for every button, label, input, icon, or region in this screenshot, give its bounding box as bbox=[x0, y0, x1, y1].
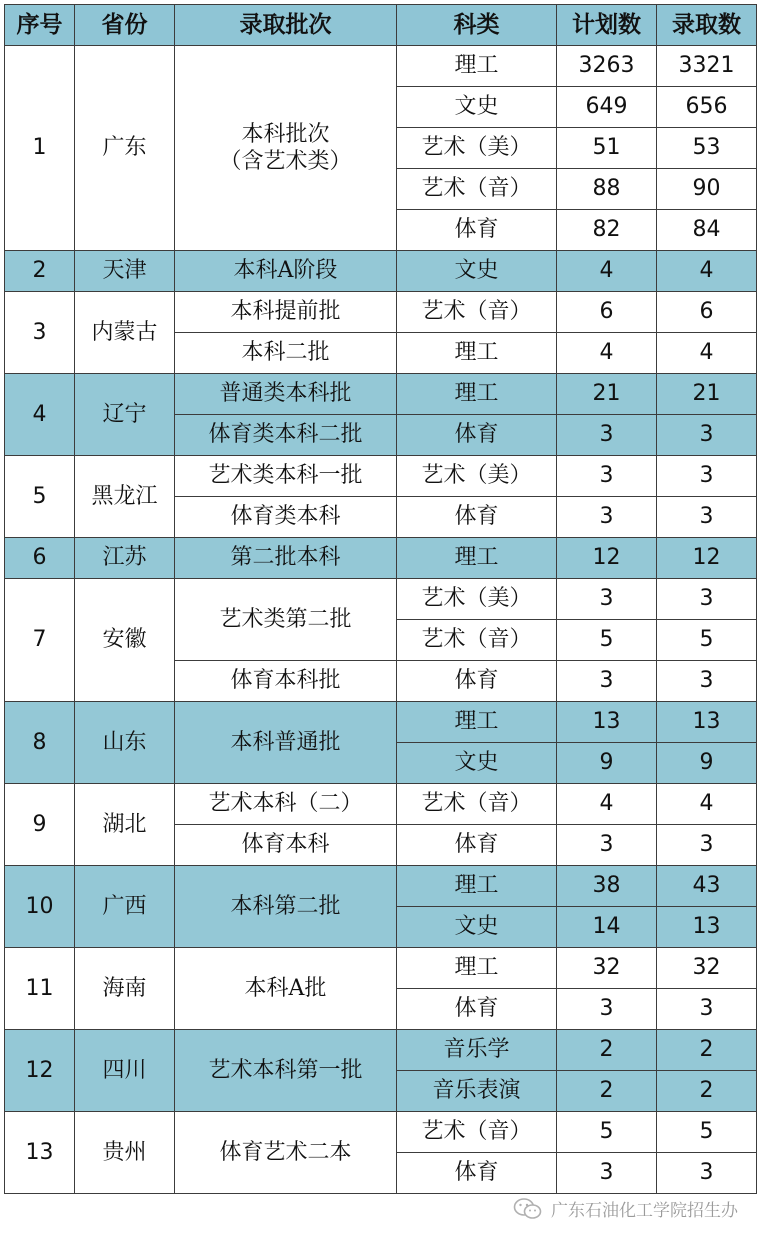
category-cell: 体育 bbox=[397, 415, 557, 456]
batch-label: 体育类本科 bbox=[230, 504, 341, 530]
admitted-count-cell: 4 bbox=[657, 784, 757, 825]
category-cell: 文史 bbox=[397, 87, 557, 128]
category-cell: 理工 bbox=[397, 948, 557, 989]
category-cell: 体育 bbox=[397, 989, 557, 1030]
province-group bbox=[5, 579, 757, 702]
admitted-count-cell: 5 bbox=[657, 620, 757, 661]
plan-count-cell: 649 bbox=[557, 87, 657, 128]
plan-count-cell: 5 bbox=[557, 1112, 657, 1153]
plan-count-cell: 6 bbox=[557, 292, 657, 333]
plan-count-cell: 3 bbox=[557, 661, 657, 702]
table-row bbox=[5, 374, 757, 415]
row-number-cell: 13 bbox=[5, 1112, 75, 1194]
batch-cell bbox=[175, 1030, 397, 1112]
admitted-count-cell: 53 bbox=[657, 128, 757, 169]
admitted-count-cell: 90 bbox=[657, 169, 757, 210]
admitted-count-cell: 84 bbox=[657, 210, 757, 251]
category-cell: 理工 bbox=[397, 46, 557, 87]
admitted-count-cell: 21 bbox=[657, 374, 757, 415]
plan-count-cell: 2 bbox=[557, 1071, 657, 1112]
category-cell: 体育 bbox=[397, 1153, 557, 1194]
province-cell: 内蒙古 bbox=[75, 292, 175, 374]
province-cell: 广东 bbox=[75, 46, 175, 251]
batch-label: 本科第二批 bbox=[230, 893, 341, 919]
plan-count-cell: 3 bbox=[557, 579, 657, 620]
category-cell: 音乐表演 bbox=[397, 1071, 557, 1112]
category-cell: 艺术（音） bbox=[397, 292, 557, 333]
row-number-cell: 2 bbox=[5, 251, 75, 292]
table-row bbox=[5, 579, 757, 620]
province-cell: 海南 bbox=[75, 948, 175, 1030]
row-number-cell: 8 bbox=[5, 702, 75, 784]
province-cell: 辽宁 bbox=[75, 374, 175, 456]
row-number-cell: 3 bbox=[5, 292, 75, 374]
province-group bbox=[5, 784, 757, 866]
admitted-count-cell: 13 bbox=[657, 702, 757, 743]
category-cell: 艺术（美） bbox=[397, 128, 557, 169]
category-cell: 理工 bbox=[397, 374, 557, 415]
table-row bbox=[5, 251, 757, 292]
plan-count-cell: 3 bbox=[557, 989, 657, 1030]
plan-count-cell: 32 bbox=[557, 948, 657, 989]
province-cell: 贵州 bbox=[75, 1112, 175, 1194]
province-group bbox=[5, 374, 757, 456]
header-plan: 计划数 bbox=[557, 5, 657, 46]
province-cell: 安徽 bbox=[75, 579, 175, 702]
plan-count-cell: 3 bbox=[557, 415, 657, 456]
plan-count-cell: 12 bbox=[557, 538, 657, 579]
province-cell: 天津 bbox=[75, 251, 175, 292]
row-number-cell: 9 bbox=[5, 784, 75, 866]
row-number-cell: 1 bbox=[5, 46, 75, 251]
batch-label: 本科提前批 bbox=[230, 299, 341, 325]
batch-label: 普通类本科批 bbox=[219, 381, 352, 407]
batch-cell bbox=[175, 333, 397, 374]
admitted-count-cell: 3321 bbox=[657, 46, 757, 87]
province-group bbox=[5, 251, 757, 292]
plan-count-cell: 3 bbox=[557, 456, 657, 497]
province-cell: 广西 bbox=[75, 866, 175, 948]
batch-label: 艺术类第二批 bbox=[219, 606, 352, 632]
batch-cell bbox=[175, 374, 397, 415]
admitted-count-cell: 4 bbox=[657, 251, 757, 292]
plan-count-cell: 3 bbox=[557, 825, 657, 866]
batch-label: 艺术类本科一批 bbox=[208, 463, 363, 489]
admitted-count-cell: 5 bbox=[657, 1112, 757, 1153]
watermark-text: 广东石油化工学院招生办 bbox=[551, 1201, 738, 1221]
admission-table bbox=[4, 4, 757, 1194]
table-row bbox=[5, 1112, 757, 1153]
admitted-count-cell: 656 bbox=[657, 87, 757, 128]
category-cell: 艺术（音） bbox=[397, 784, 557, 825]
category-cell: 艺术（美） bbox=[397, 456, 557, 497]
category-cell: 艺术（音） bbox=[397, 1112, 557, 1153]
row-number-cell: 10 bbox=[5, 866, 75, 948]
batch-cell bbox=[175, 784, 397, 825]
plan-count-cell: 51 bbox=[557, 128, 657, 169]
table-row bbox=[5, 456, 757, 497]
category-cell: 音乐学 bbox=[397, 1030, 557, 1071]
category-cell: 文史 bbox=[397, 907, 557, 948]
province-group bbox=[5, 538, 757, 579]
table-row bbox=[5, 46, 757, 87]
category-cell: 文史 bbox=[397, 743, 557, 784]
category-cell: 理工 bbox=[397, 333, 557, 374]
batch-label: 本科A阶段 bbox=[233, 258, 338, 284]
header-province: 省份 bbox=[75, 5, 175, 46]
table-row bbox=[5, 1030, 757, 1071]
header-category: 科类 bbox=[397, 5, 557, 46]
admitted-count-cell: 3 bbox=[657, 497, 757, 538]
batch-cell bbox=[175, 415, 397, 456]
batch-cell bbox=[175, 1112, 397, 1194]
province-group bbox=[5, 46, 757, 251]
category-cell: 体育 bbox=[397, 661, 557, 702]
batch-cell bbox=[175, 497, 397, 538]
batch-label: 本科A批 bbox=[244, 975, 327, 1001]
province-group bbox=[5, 948, 757, 1030]
header-admitted: 录取数 bbox=[657, 5, 757, 46]
batch-label: 本科二批 bbox=[241, 340, 330, 366]
category-cell: 艺术（美） bbox=[397, 579, 557, 620]
row-number-cell: 4 bbox=[5, 374, 75, 456]
plan-count-cell: 14 bbox=[557, 907, 657, 948]
admitted-count-cell: 3 bbox=[657, 579, 757, 620]
batch-label: 体育本科批 bbox=[230, 668, 341, 694]
plan-count-cell: 82 bbox=[557, 210, 657, 251]
plan-count-cell: 2 bbox=[557, 1030, 657, 1071]
plan-count-cell: 3 bbox=[557, 1153, 657, 1194]
row-number-cell: 11 bbox=[5, 948, 75, 1030]
category-cell: 体育 bbox=[397, 497, 557, 538]
batch-label: 体育本科 bbox=[241, 832, 330, 858]
batch-cell bbox=[175, 579, 397, 661]
admitted-count-cell: 3 bbox=[657, 661, 757, 702]
batch-label: 艺术本科第一批 bbox=[208, 1057, 363, 1083]
table-row bbox=[5, 292, 757, 333]
admitted-count-cell: 3 bbox=[657, 989, 757, 1030]
batch-label: 体育艺术二本 bbox=[219, 1139, 352, 1165]
batch-cell bbox=[175, 702, 397, 784]
category-cell: 艺术（音） bbox=[397, 620, 557, 661]
province-cell: 四川 bbox=[75, 1030, 175, 1112]
plan-count-cell: 4 bbox=[557, 784, 657, 825]
batch-cell bbox=[175, 538, 397, 579]
plan-count-cell: 3263 bbox=[557, 46, 657, 87]
header-row bbox=[5, 5, 757, 46]
category-cell: 艺术（音） bbox=[397, 169, 557, 210]
admitted-count-cell: 3 bbox=[657, 825, 757, 866]
admitted-count-cell: 4 bbox=[657, 333, 757, 374]
category-cell: 理工 bbox=[397, 866, 557, 907]
table-row bbox=[5, 948, 757, 989]
province-group bbox=[5, 456, 757, 538]
plan-count-cell: 21 bbox=[557, 374, 657, 415]
batch-cell bbox=[175, 292, 397, 333]
plan-count-cell: 13 bbox=[557, 702, 657, 743]
province-group bbox=[5, 1112, 757, 1194]
header-no: 序号 bbox=[5, 5, 75, 46]
plan-count-cell: 38 bbox=[557, 866, 657, 907]
batch-cell bbox=[175, 948, 397, 1030]
row-number-cell: 6 bbox=[5, 538, 75, 579]
batch-cell bbox=[175, 251, 397, 292]
category-cell: 体育 bbox=[397, 210, 557, 251]
admitted-count-cell: 32 bbox=[657, 948, 757, 989]
plan-count-cell: 4 bbox=[557, 251, 657, 292]
watermark bbox=[513, 1196, 738, 1221]
category-cell: 文史 bbox=[397, 251, 557, 292]
row-number-cell: 5 bbox=[5, 456, 75, 538]
batch-label: 本科批次 bbox=[241, 121, 330, 147]
province-group bbox=[5, 1030, 757, 1112]
plan-count-cell: 9 bbox=[557, 743, 657, 784]
batch-cell bbox=[175, 661, 397, 702]
plan-count-cell: 5 bbox=[557, 620, 657, 661]
row-number-cell: 12 bbox=[5, 1030, 75, 1112]
category-cell: 体育 bbox=[397, 825, 557, 866]
batch-cell bbox=[175, 46, 397, 251]
header-batch: 录取批次 bbox=[175, 5, 397, 46]
admitted-count-cell: 6 bbox=[657, 292, 757, 333]
plan-count-cell: 4 bbox=[557, 333, 657, 374]
row-number-cell: 7 bbox=[5, 579, 75, 702]
plan-count-cell: 88 bbox=[557, 169, 657, 210]
province-cell: 江苏 bbox=[75, 538, 175, 579]
admitted-count-cell: 9 bbox=[657, 743, 757, 784]
admitted-count-cell: 13 bbox=[657, 907, 757, 948]
admitted-count-cell: 2 bbox=[657, 1030, 757, 1071]
batch-cell bbox=[175, 456, 397, 497]
batch-cell bbox=[175, 825, 397, 866]
batch-cell bbox=[175, 866, 397, 948]
batch-label: 本科普通批 bbox=[230, 729, 341, 755]
wechat-icon bbox=[513, 1197, 543, 1221]
province-cell: 山东 bbox=[75, 702, 175, 784]
admitted-count-cell: 3 bbox=[657, 456, 757, 497]
category-cell: 理工 bbox=[397, 702, 557, 743]
admitted-count-cell: 12 bbox=[657, 538, 757, 579]
admitted-count-cell: 43 bbox=[657, 866, 757, 907]
batch-label: 体育类本科二批 bbox=[208, 422, 363, 448]
province-group bbox=[5, 866, 757, 948]
province-cell: 黑龙江 bbox=[75, 456, 175, 538]
plan-count-cell: 3 bbox=[557, 497, 657, 538]
table-row bbox=[5, 702, 757, 743]
province-group bbox=[5, 292, 757, 374]
province-cell: 湖北 bbox=[75, 784, 175, 866]
batch-label: （含艺术类） bbox=[219, 149, 352, 174]
batch-label: 艺术本科（二） bbox=[208, 791, 363, 817]
category-cell: 理工 bbox=[397, 538, 557, 579]
table-row bbox=[5, 866, 757, 907]
admitted-count-cell: 3 bbox=[657, 1153, 757, 1194]
table-row bbox=[5, 538, 757, 579]
admitted-count-cell: 3 bbox=[657, 415, 757, 456]
table-row bbox=[5, 784, 757, 825]
admitted-count-cell: 2 bbox=[657, 1071, 757, 1112]
province-group bbox=[5, 702, 757, 784]
batch-label: 第二批本科 bbox=[230, 545, 341, 571]
